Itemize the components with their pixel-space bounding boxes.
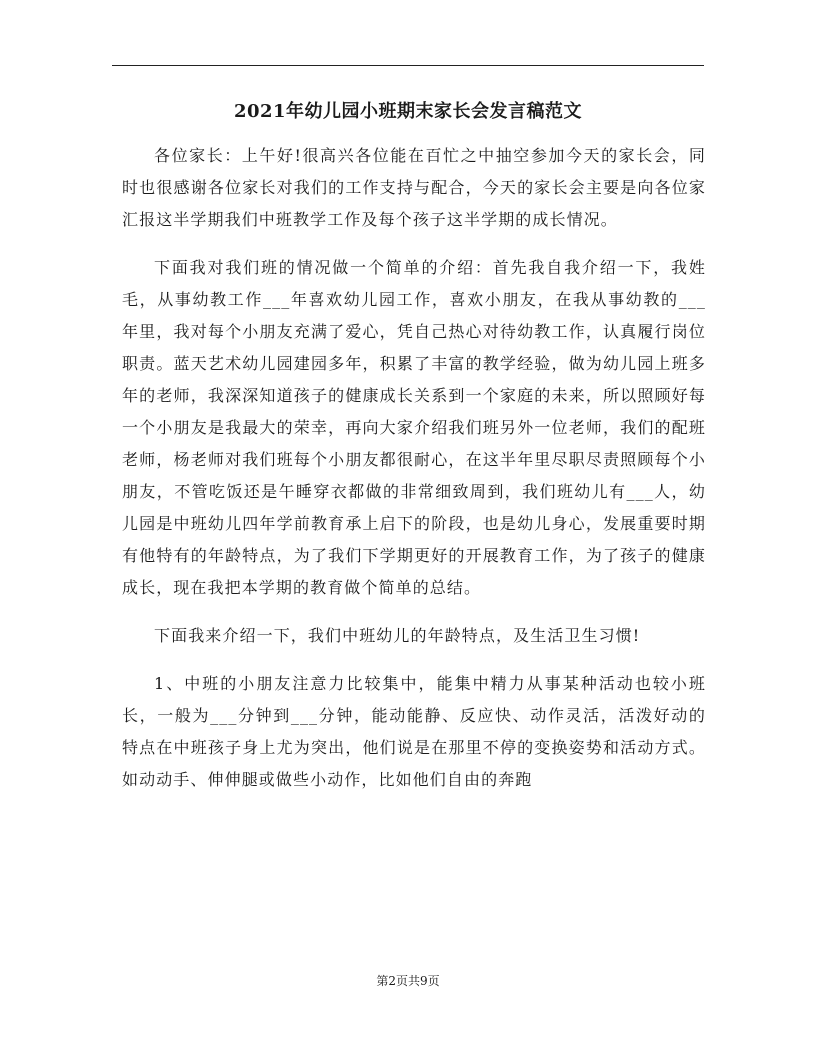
document-title: 2021年幼儿园小班期末家长会发言稿范文 (233, 101, 583, 122)
paragraph-age-characteristics-intro: 下面我来介绍一下，我们中班幼儿的年龄特点，及生活卫生习惯! (154, 626, 641, 645)
paragraph-point-1: 1、中班的小朋友注意力比较集中，能集中精力从事某种活动也较小班长，一般为___分钟到___分钟，能动能静、反应快、动作灵活，活泼好动的特点在中班孩子身上尤为突出，他们说是在那里不停的变换姿势和活动方式。如动动手、伸伸腿或做些小动作，比如他们自由的奔跑 (122, 674, 706, 789)
paragraph-greeting: 各位家长：上午好!很高兴各位能在百忙之中抽空参加今天的家长会，同时也很感谢各位家长对我们的工作支持与配合，今天的家长会主要是向各位家汇报这半学期我们中班教学工作及每个孩子这半学期的成长情况。 (122, 146, 706, 229)
page-number: 第2页共9页 (376, 974, 440, 988)
header-rule (112, 65, 704, 66)
document-body (122, 140, 706, 812)
paragraph-class-introduction: 下面我对我们班的情况做一个简单的介绍：首先我自我介绍一下，我姓毛，从事幼教工作___年喜欢幼儿园工作，喜欢小朋友，在我从事幼教的___年里，我对每个小朋友充满了爱心，凭自己热心对待幼教工作，认真履行岗位职责。蓝天艺术幼儿园建园多年，积累了丰富的教学经验，做为幼儿园上班多年的老师，我深深知道孩子的健康成长关系到一个家庭的未来，所以照顾好每一个小朋友是我最大的荣幸，再向大家介绍我们班另外一位老师，我们的配班老师，杨老师对我们班每个小朋友都很耐心，在这半年里尽职尽责照顾每个小朋友，不管吃饭还是午睡穿衣都做的非常细致周到，我们班幼儿有___人，幼儿园是中班幼儿四年学前教育承上启下的阶段，也是幼儿身心，发展重要时期有他特有的年龄特点，为了我们下学期更好的开展教育工作，为了孩子的健康成长，现在我把本学期的教育做个简单的总结。 (122, 258, 706, 597)
